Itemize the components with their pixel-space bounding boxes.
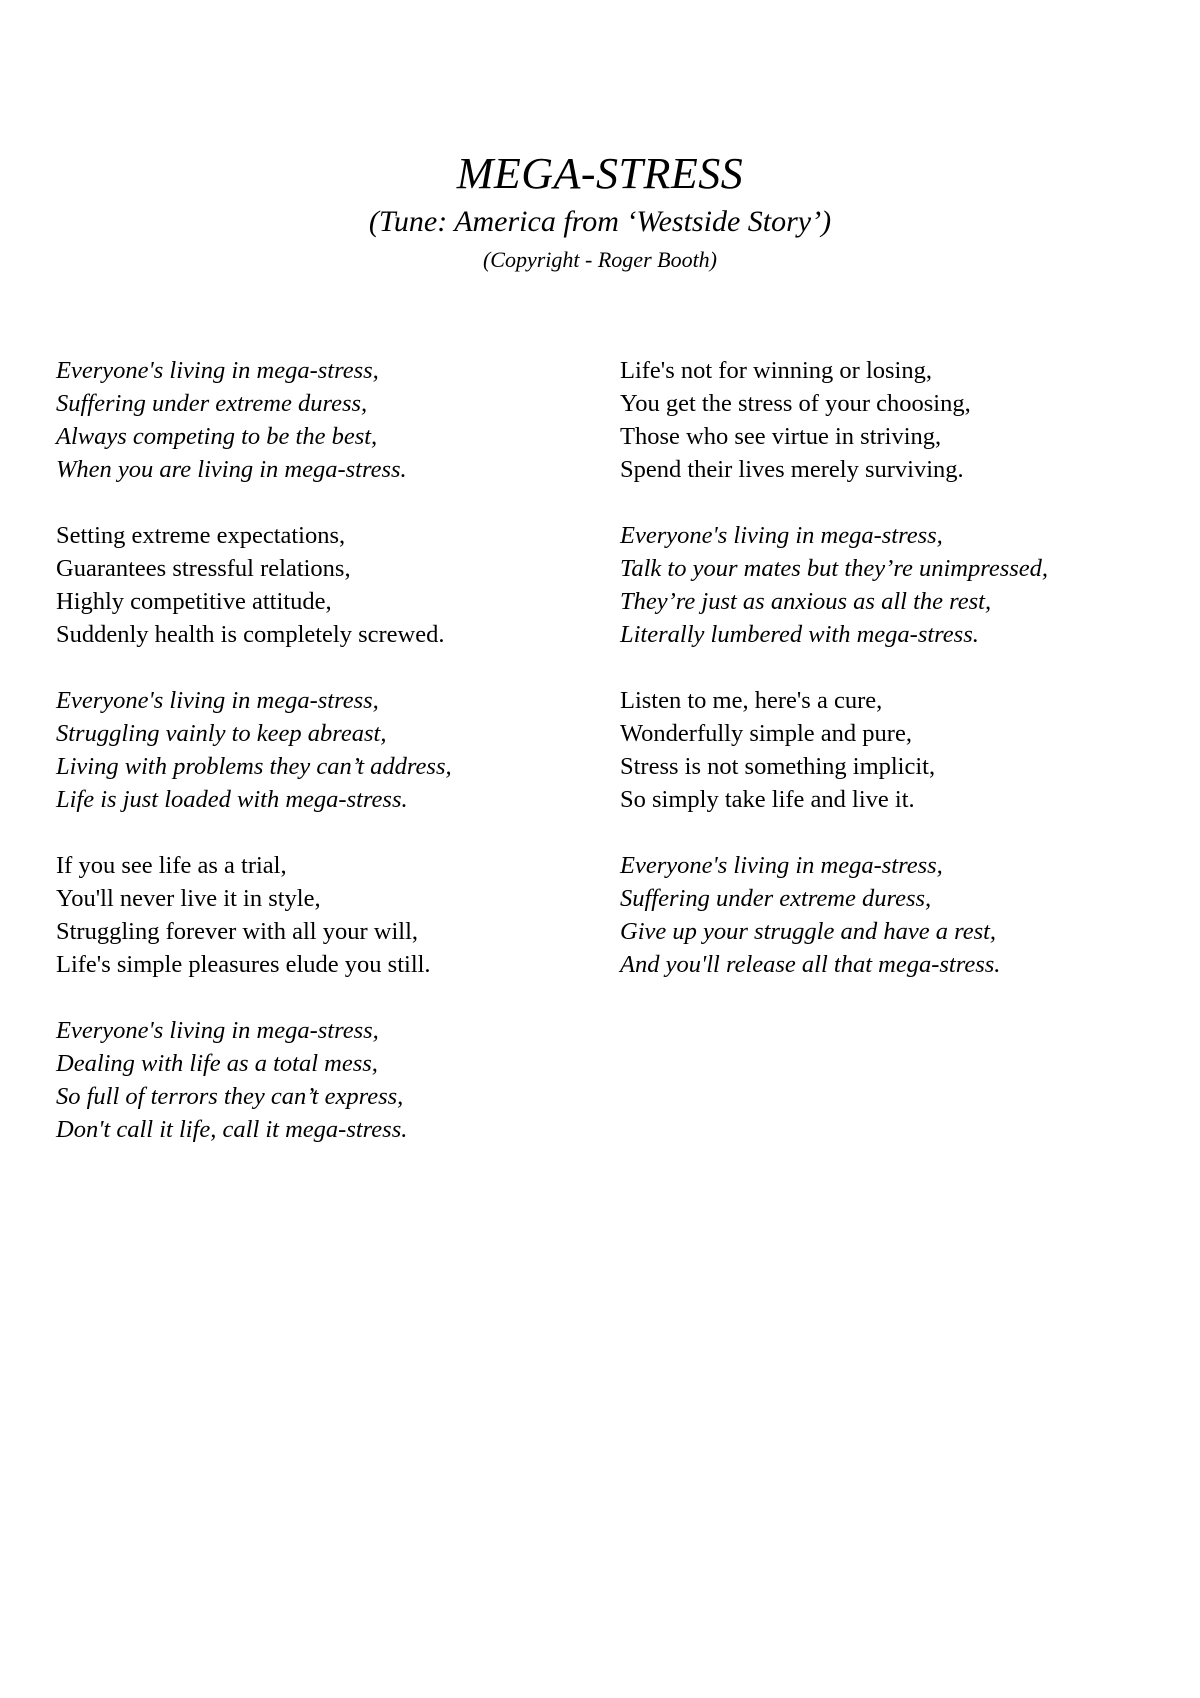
lyric-line: Struggling forever with all your will, <box>56 918 418 945</box>
lyric-line: So simply take life and live it. <box>620 786 915 813</box>
lyric-line: Those who see virtue in striving, <box>620 423 942 450</box>
lyric-line: Literally lumbered with mega-stress. <box>620 621 979 648</box>
lyric-line: You'll never live it in style, <box>56 885 321 912</box>
chorus-stanza <box>56 1014 616 1146</box>
lyric-line: Suffering under extreme duress, <box>620 885 932 912</box>
page-subtitle: (Tune: America from ‘Westside Story’) <box>368 205 832 238</box>
lyric-line: If you see life as a trial, <box>56 852 287 879</box>
chorus-stanza <box>56 354 616 486</box>
lyric-line: Setting extreme expectations, <box>56 522 346 549</box>
lyric-line: Everyone's living in mega-stress, <box>620 852 943 879</box>
lyric-line: Highly competitive attitude, <box>56 588 332 615</box>
lyric-line: So full of terrors they can’t express, <box>56 1083 404 1110</box>
lyric-line: Struggling vainly to keep abreast, <box>56 720 387 747</box>
chorus-stanza <box>620 519 1180 651</box>
lyric-line: When you are living in mega-stress. <box>56 456 407 483</box>
verse-stanza <box>56 849 616 981</box>
lyric-line: Life's not for winning or losing, <box>620 357 932 384</box>
lyric-line: Don't call it life, call it mega-stress. <box>56 1116 408 1143</box>
lyric-line: Guarantees stressful relations, <box>56 555 351 582</box>
copyright-note: (Copyright - Roger Booth) <box>482 247 718 272</box>
lyric-line: They’re just as anxious as all the rest, <box>620 588 992 615</box>
verse-stanza <box>620 684 1180 816</box>
left-lyrics-column <box>56 354 616 1179</box>
lyric-line: Listen to me, here's a cure, <box>620 687 883 714</box>
lyric-line: Everyone's living in mega-stress, <box>56 687 379 714</box>
lyric-line: Living with problems they can’t address, <box>56 753 452 780</box>
lyric-line: Suffering under extreme duress, <box>56 390 368 417</box>
lyric-line: Everyone's living in mega-stress, <box>620 522 943 549</box>
lyric-line: Life is just loaded with mega-stress. <box>56 786 408 813</box>
lyric-line: Everyone's living in mega-stress, <box>56 357 379 384</box>
lyric-line: Give up your struggle and have a rest, <box>620 918 997 945</box>
chorus-stanza <box>56 684 616 816</box>
lyric-line: Spend their lives merely surviving. <box>620 456 964 483</box>
lyric-line: Stress is not something implicit, <box>620 753 936 780</box>
lyric-line: Always competing to be the best, <box>56 423 378 450</box>
lyric-line: Everyone's living in mega-stress, <box>56 1017 379 1044</box>
verse-stanza <box>620 354 1180 486</box>
page-title: MEGA-STRESS <box>456 149 744 198</box>
lyric-line: Life's simple pleasures elude you still. <box>56 951 431 978</box>
lyric-line: And you'll release all that mega-stress. <box>620 951 1001 978</box>
verse-stanza <box>56 519 616 651</box>
right-lyrics-column <box>620 354 1180 1014</box>
lyric-line: Wonderfully simple and pure, <box>620 720 912 747</box>
lyric-line: Talk to your mates but they’re unimpressed, <box>620 555 1049 582</box>
chorus-stanza <box>620 849 1180 981</box>
lyric-line: Dealing with life as a total mess, <box>56 1050 378 1077</box>
lyric-line: You get the stress of your choosing, <box>620 390 971 417</box>
lyric-line: Suddenly health is completely screwed. <box>56 621 445 648</box>
